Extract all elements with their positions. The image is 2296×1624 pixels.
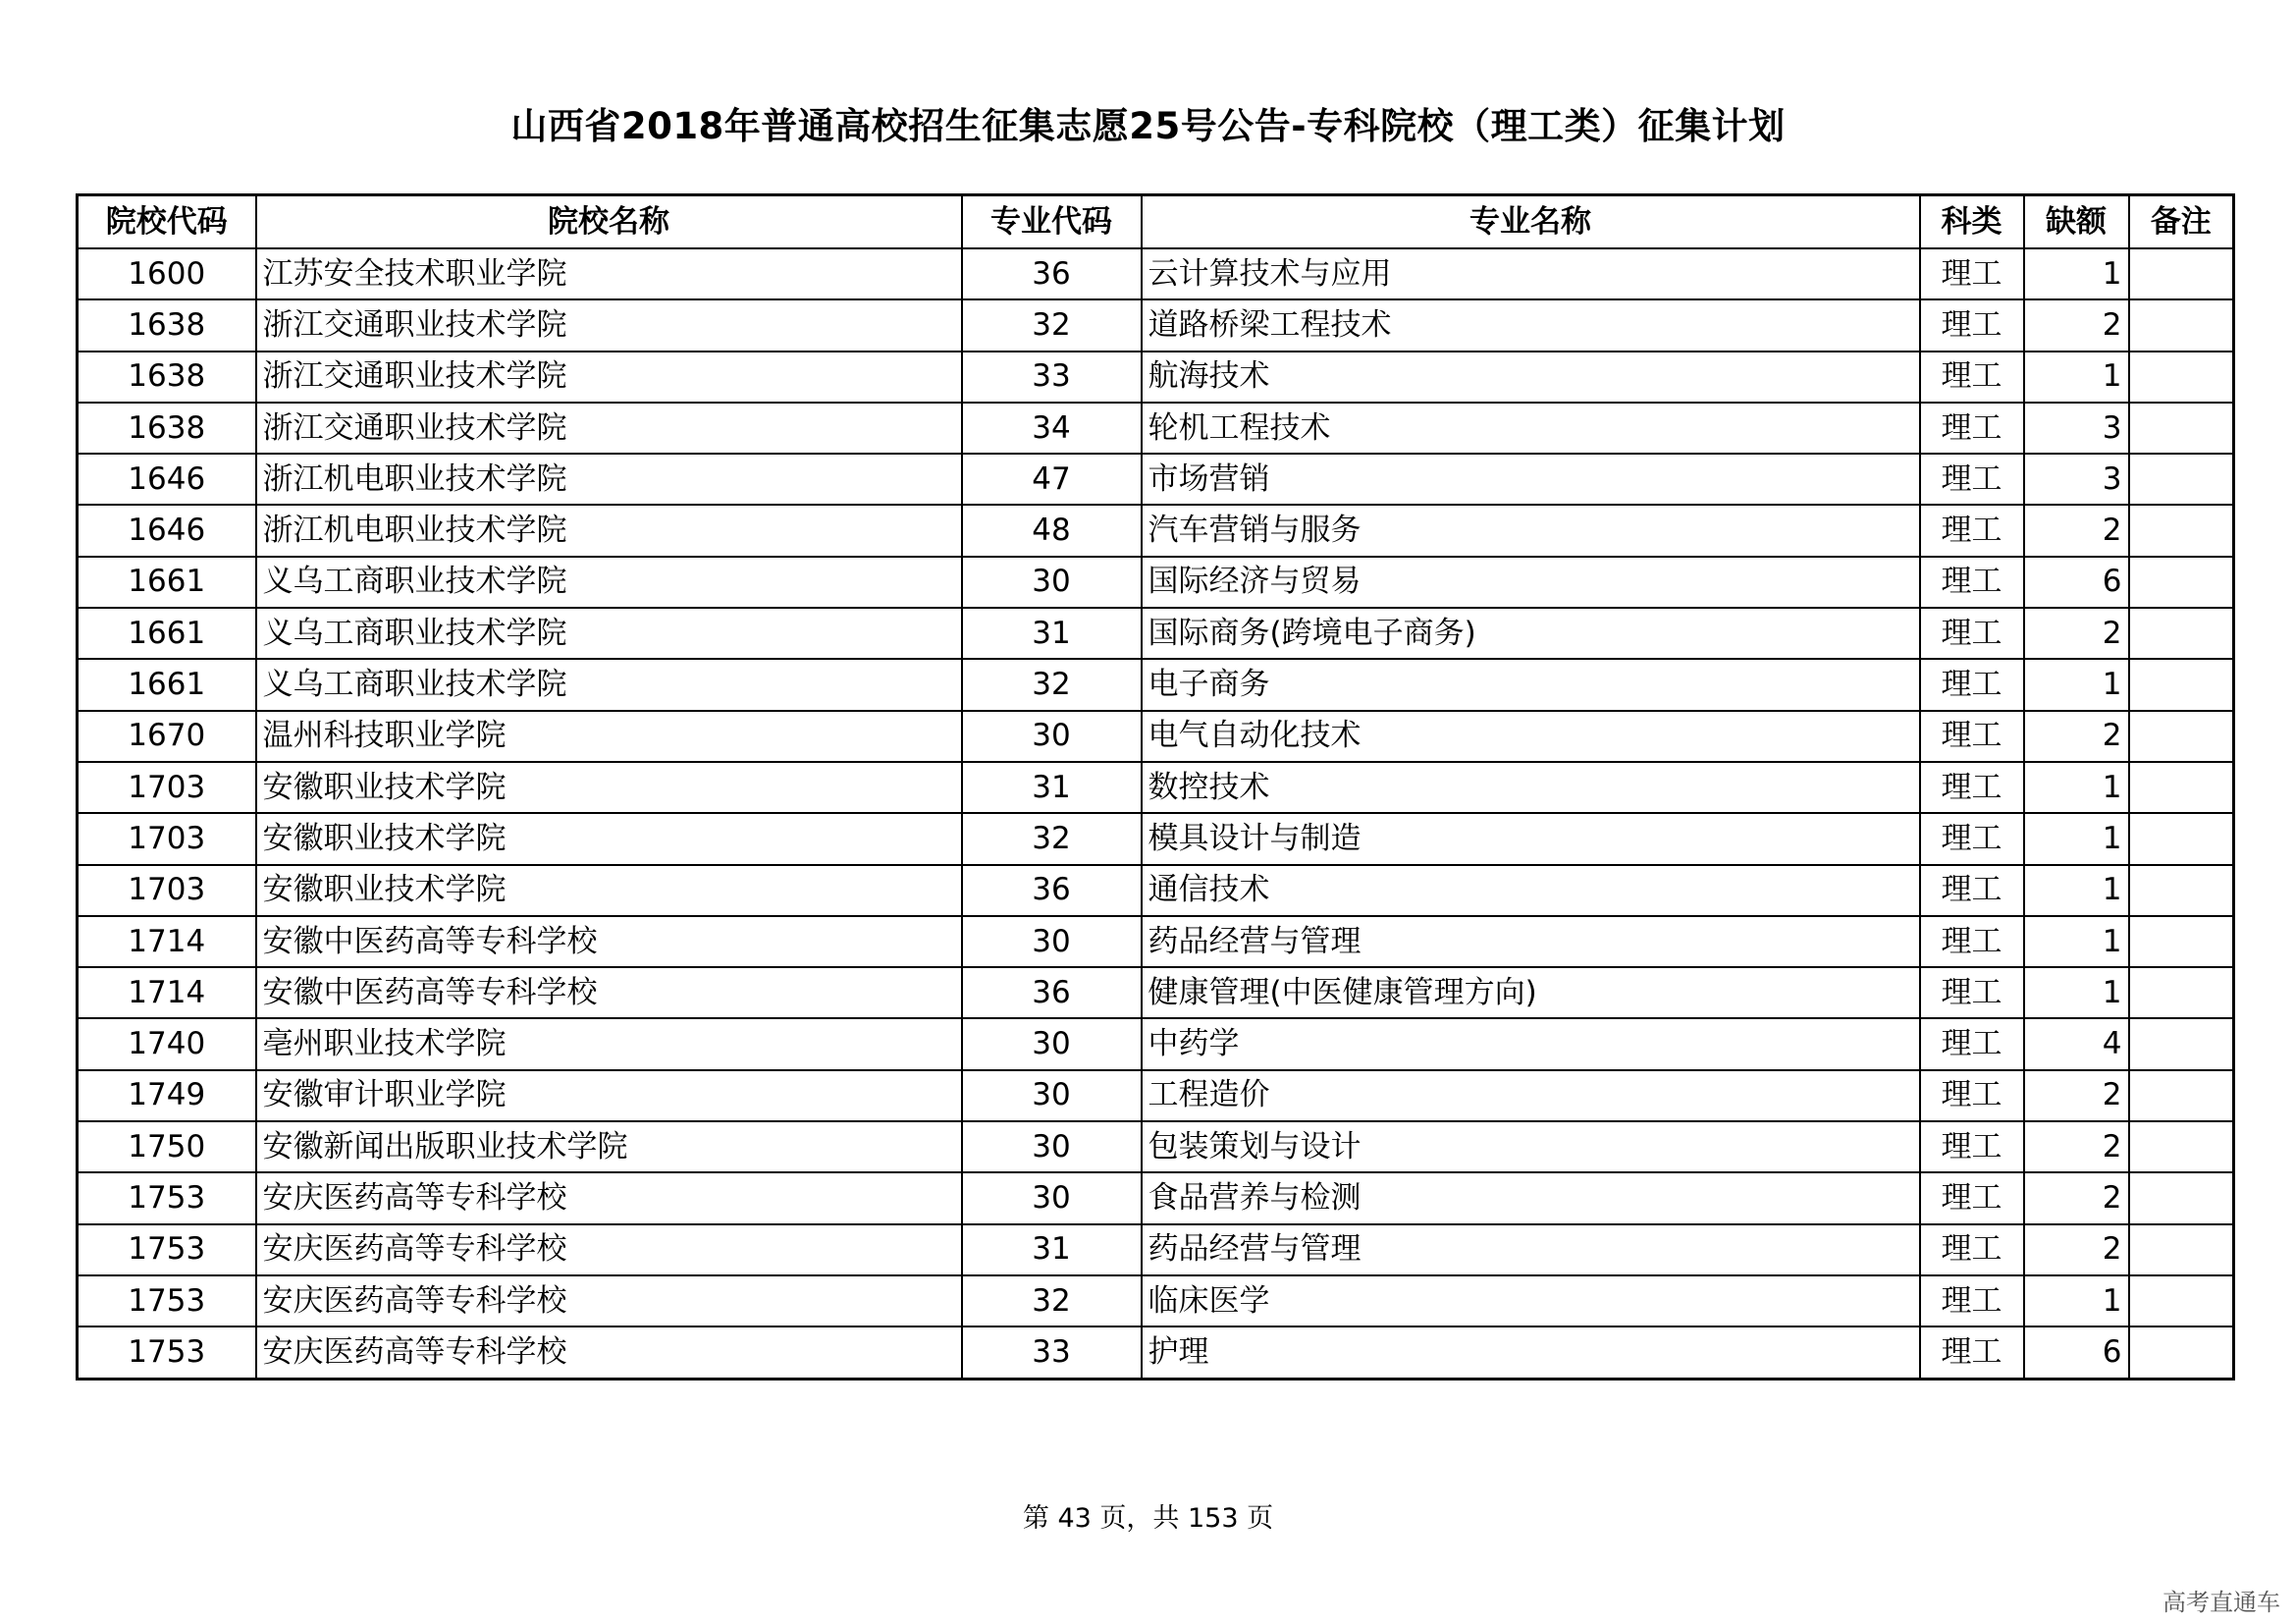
cell-school-name: 安徽中医药高等专科学校	[256, 916, 962, 967]
table-row	[78, 557, 2234, 608]
cell-major-code: 32	[962, 659, 1142, 710]
cell-remarks	[2129, 813, 2234, 864]
cell-vacancy: 2	[2024, 711, 2129, 762]
cell-remarks	[2129, 299, 2234, 351]
cell-category: 理工	[1920, 916, 2024, 967]
cell-major-name: 电气自动化技术	[1142, 711, 1920, 762]
cell-school-name: 安徽新闻出版职业技术学院	[256, 1121, 962, 1172]
table-row	[78, 916, 2234, 967]
cell-vacancy: 6	[2024, 557, 2129, 608]
cell-school-name: 浙江交通职业技术学院	[256, 352, 962, 403]
cell-remarks	[2129, 1275, 2234, 1326]
cell-vacancy: 2	[2024, 299, 2129, 351]
enrollment-plan-table	[76, 193, 2235, 1380]
table-row	[78, 1018, 2234, 1069]
cell-school-code: 1638	[78, 352, 256, 403]
cell-category: 理工	[1920, 659, 2024, 710]
cell-major-name: 市场营销	[1142, 454, 1920, 505]
table-header-row	[78, 195, 2234, 249]
cell-vacancy: 2	[2024, 1121, 2129, 1172]
table-row	[78, 1326, 2234, 1379]
cell-major-name: 药品经营与管理	[1142, 916, 1920, 967]
cell-school-code: 1703	[78, 813, 256, 864]
cell-school-code: 1661	[78, 659, 256, 710]
cell-school-code: 1753	[78, 1326, 256, 1379]
cell-major-name: 数控技术	[1142, 762, 1920, 813]
page-title: 山西省2018年普通高校招生征集志愿25号公告-专科院校（理工类）征集计划	[510, 105, 1786, 147]
cell-major-code: 33	[962, 352, 1142, 403]
cell-major-code: 47	[962, 454, 1142, 505]
cell-remarks	[2129, 1018, 2234, 1069]
cell-school-name: 江苏安全技术职业学院	[256, 248, 962, 299]
watermark-text: 高考直通车	[2163, 1589, 2280, 1616]
cell-remarks	[2129, 248, 2234, 299]
cell-vacancy: 1	[2024, 1275, 2129, 1326]
cell-major-code: 30	[962, 1172, 1142, 1223]
cell-school-name: 安徽中医药高等专科学校	[256, 967, 962, 1018]
cell-category: 理工	[1920, 1018, 2024, 1069]
table-row	[78, 813, 2234, 864]
table-row	[78, 865, 2234, 916]
cell-major-code: 30	[962, 1121, 1142, 1172]
cell-school-code: 1638	[78, 299, 256, 351]
cell-category: 理工	[1920, 762, 2024, 813]
cell-category: 理工	[1920, 505, 2024, 556]
table-row	[78, 352, 2234, 403]
table-row	[78, 299, 2234, 351]
cell-vacancy: 2	[2024, 608, 2129, 659]
cell-school-name: 安徽职业技术学院	[256, 762, 962, 813]
header-school-code: 院校代码	[78, 195, 256, 249]
cell-vacancy: 2	[2024, 1070, 2129, 1121]
cell-major-name: 中药学	[1142, 1018, 1920, 1069]
cell-remarks	[2129, 557, 2234, 608]
cell-major-name: 通信技术	[1142, 865, 1920, 916]
table-row	[78, 1070, 2234, 1121]
cell-remarks	[2129, 711, 2234, 762]
cell-school-code: 1714	[78, 967, 256, 1018]
cell-vacancy: 2	[2024, 1172, 2129, 1223]
cell-category: 理工	[1920, 865, 2024, 916]
cell-category: 理工	[1920, 1070, 2024, 1121]
cell-vacancy: 1	[2024, 916, 2129, 967]
cell-remarks	[2129, 454, 2234, 505]
table-row	[78, 967, 2234, 1018]
cell-remarks	[2129, 608, 2234, 659]
cell-remarks	[2129, 1172, 2234, 1223]
cell-vacancy: 3	[2024, 454, 2129, 505]
cell-category: 理工	[1920, 1172, 2024, 1223]
header-category: 科类	[1920, 195, 2024, 249]
cell-remarks	[2129, 1121, 2234, 1172]
cell-category: 理工	[1920, 299, 2024, 351]
cell-major-code: 31	[962, 1224, 1142, 1275]
table-row	[78, 659, 2234, 710]
cell-category: 理工	[1920, 1224, 2024, 1275]
cell-major-name: 汽车营销与服务	[1142, 505, 1920, 556]
cell-school-code: 1753	[78, 1172, 256, 1223]
header-major-code: 专业代码	[962, 195, 1142, 249]
cell-school-code: 1661	[78, 608, 256, 659]
cell-vacancy: 1	[2024, 659, 2129, 710]
cell-school-name: 浙江机电职业技术学院	[256, 505, 962, 556]
table-row	[78, 248, 2234, 299]
cell-school-code: 1646	[78, 454, 256, 505]
cell-category: 理工	[1920, 454, 2024, 505]
cell-vacancy: 1	[2024, 762, 2129, 813]
cell-major-code: 30	[962, 1018, 1142, 1069]
cell-school-name: 浙江交通职业技术学院	[256, 299, 962, 351]
cell-school-name: 安徽职业技术学院	[256, 865, 962, 916]
cell-school-code: 1749	[78, 1070, 256, 1121]
cell-major-code: 33	[962, 1326, 1142, 1379]
cell-school-name: 安徽职业技术学院	[256, 813, 962, 864]
table-row	[78, 711, 2234, 762]
cell-category: 理工	[1920, 813, 2024, 864]
cell-school-code: 1638	[78, 403, 256, 454]
cell-major-name: 国际经济与贸易	[1142, 557, 1920, 608]
cell-vacancy: 6	[2024, 1326, 2129, 1379]
cell-school-name: 浙江交通职业技术学院	[256, 403, 962, 454]
header-school-name: 院校名称	[256, 195, 962, 249]
cell-vacancy: 4	[2024, 1018, 2129, 1069]
cell-remarks	[2129, 762, 2234, 813]
cell-school-code: 1670	[78, 711, 256, 762]
cell-major-name: 电子商务	[1142, 659, 1920, 710]
cell-major-name: 轮机工程技术	[1142, 403, 1920, 454]
cell-school-code: 1753	[78, 1275, 256, 1326]
cell-major-name: 包装策划与设计	[1142, 1121, 1920, 1172]
cell-major-code: 31	[962, 762, 1142, 813]
cell-school-name: 安庆医药高等专科学校	[256, 1172, 962, 1223]
cell-remarks	[2129, 1070, 2234, 1121]
cell-school-code: 1753	[78, 1224, 256, 1275]
cell-school-code: 1740	[78, 1018, 256, 1069]
table-row	[78, 403, 2234, 454]
cell-remarks	[2129, 865, 2234, 916]
cell-school-name: 温州科技职业学院	[256, 711, 962, 762]
table-row	[78, 505, 2234, 556]
cell-major-code: 32	[962, 299, 1142, 351]
header-remarks: 备注	[2129, 195, 2234, 249]
cell-major-name: 航海技术	[1142, 352, 1920, 403]
cell-school-name: 安庆医药高等专科学校	[256, 1326, 962, 1379]
cell-major-code: 48	[962, 505, 1142, 556]
cell-category: 理工	[1920, 967, 2024, 1018]
cell-major-name: 国际商务(跨境电子商务)	[1142, 608, 1920, 659]
cell-major-code: 36	[962, 248, 1142, 299]
cell-category: 理工	[1920, 403, 2024, 454]
cell-school-name: 浙江机电职业技术学院	[256, 454, 962, 505]
cell-major-code: 30	[962, 916, 1142, 967]
table-body	[78, 248, 2234, 1379]
cell-vacancy: 1	[2024, 967, 2129, 1018]
cell-major-name: 道路桥梁工程技术	[1142, 299, 1920, 351]
cell-school-code: 1661	[78, 557, 256, 608]
cell-major-name: 健康管理(中医健康管理方向)	[1142, 967, 1920, 1018]
page-footer: 第 43 页，共 153 页	[1022, 1503, 1274, 1534]
cell-school-code: 1600	[78, 248, 256, 299]
cell-major-code: 32	[962, 1275, 1142, 1326]
cell-major-name: 工程造价	[1142, 1070, 1920, 1121]
cell-school-code: 1703	[78, 762, 256, 813]
cell-remarks	[2129, 352, 2234, 403]
cell-major-code: 34	[962, 403, 1142, 454]
cell-remarks	[2129, 505, 2234, 556]
cell-vacancy: 1	[2024, 813, 2129, 864]
cell-school-name: 义乌工商职业技术学院	[256, 659, 962, 710]
cell-major-code: 36	[962, 865, 1142, 916]
cell-category: 理工	[1920, 1121, 2024, 1172]
cell-remarks	[2129, 659, 2234, 710]
cell-major-code: 32	[962, 813, 1142, 864]
cell-school-name: 安庆医药高等专科学校	[256, 1275, 962, 1326]
table-row	[78, 608, 2234, 659]
cell-vacancy: 2	[2024, 1224, 2129, 1275]
table-row	[78, 454, 2234, 505]
cell-category: 理工	[1920, 248, 2024, 299]
cell-school-code: 1646	[78, 505, 256, 556]
cell-major-name: 药品经营与管理	[1142, 1224, 1920, 1275]
cell-major-name: 云计算技术与应用	[1142, 248, 1920, 299]
cell-category: 理工	[1920, 1275, 2024, 1326]
cell-category: 理工	[1920, 608, 2024, 659]
cell-category: 理工	[1920, 557, 2024, 608]
cell-category: 理工	[1920, 711, 2024, 762]
table-row	[78, 1121, 2234, 1172]
cell-school-code: 1714	[78, 916, 256, 967]
cell-major-code: 30	[962, 557, 1142, 608]
cell-remarks	[2129, 967, 2234, 1018]
cell-major-name: 模具设计与制造	[1142, 813, 1920, 864]
cell-school-name: 安徽审计职业学院	[256, 1070, 962, 1121]
cell-school-name: 义乌工商职业技术学院	[256, 557, 962, 608]
cell-school-code: 1703	[78, 865, 256, 916]
cell-vacancy: 1	[2024, 248, 2129, 299]
header-major-name: 专业名称	[1142, 195, 1920, 249]
cell-remarks	[2129, 1224, 2234, 1275]
table-row	[78, 1275, 2234, 1326]
cell-vacancy: 1	[2024, 352, 2129, 403]
table-row	[78, 1172, 2234, 1223]
cell-vacancy: 2	[2024, 505, 2129, 556]
cell-school-name: 义乌工商职业技术学院	[256, 608, 962, 659]
cell-major-code: 36	[962, 967, 1142, 1018]
cell-school-code: 1750	[78, 1121, 256, 1172]
cell-school-name: 安庆医药高等专科学校	[256, 1224, 962, 1275]
cell-vacancy: 3	[2024, 403, 2129, 454]
header-vacancy: 缺额	[2024, 195, 2129, 249]
cell-remarks	[2129, 916, 2234, 967]
cell-category: 理工	[1920, 1326, 2024, 1379]
cell-major-name: 临床医学	[1142, 1275, 1920, 1326]
cell-major-name: 护理	[1142, 1326, 1920, 1379]
cell-major-code: 30	[962, 1070, 1142, 1121]
cell-school-name: 亳州职业技术学院	[256, 1018, 962, 1069]
cell-remarks	[2129, 1326, 2234, 1379]
cell-remarks	[2129, 403, 2234, 454]
cell-vacancy: 1	[2024, 865, 2129, 916]
cell-major-code: 31	[962, 608, 1142, 659]
table-row	[78, 762, 2234, 813]
cell-category: 理工	[1920, 352, 2024, 403]
cell-major-code: 30	[962, 711, 1142, 762]
table-row	[78, 1224, 2234, 1275]
cell-major-name: 食品营养与检测	[1142, 1172, 1920, 1223]
